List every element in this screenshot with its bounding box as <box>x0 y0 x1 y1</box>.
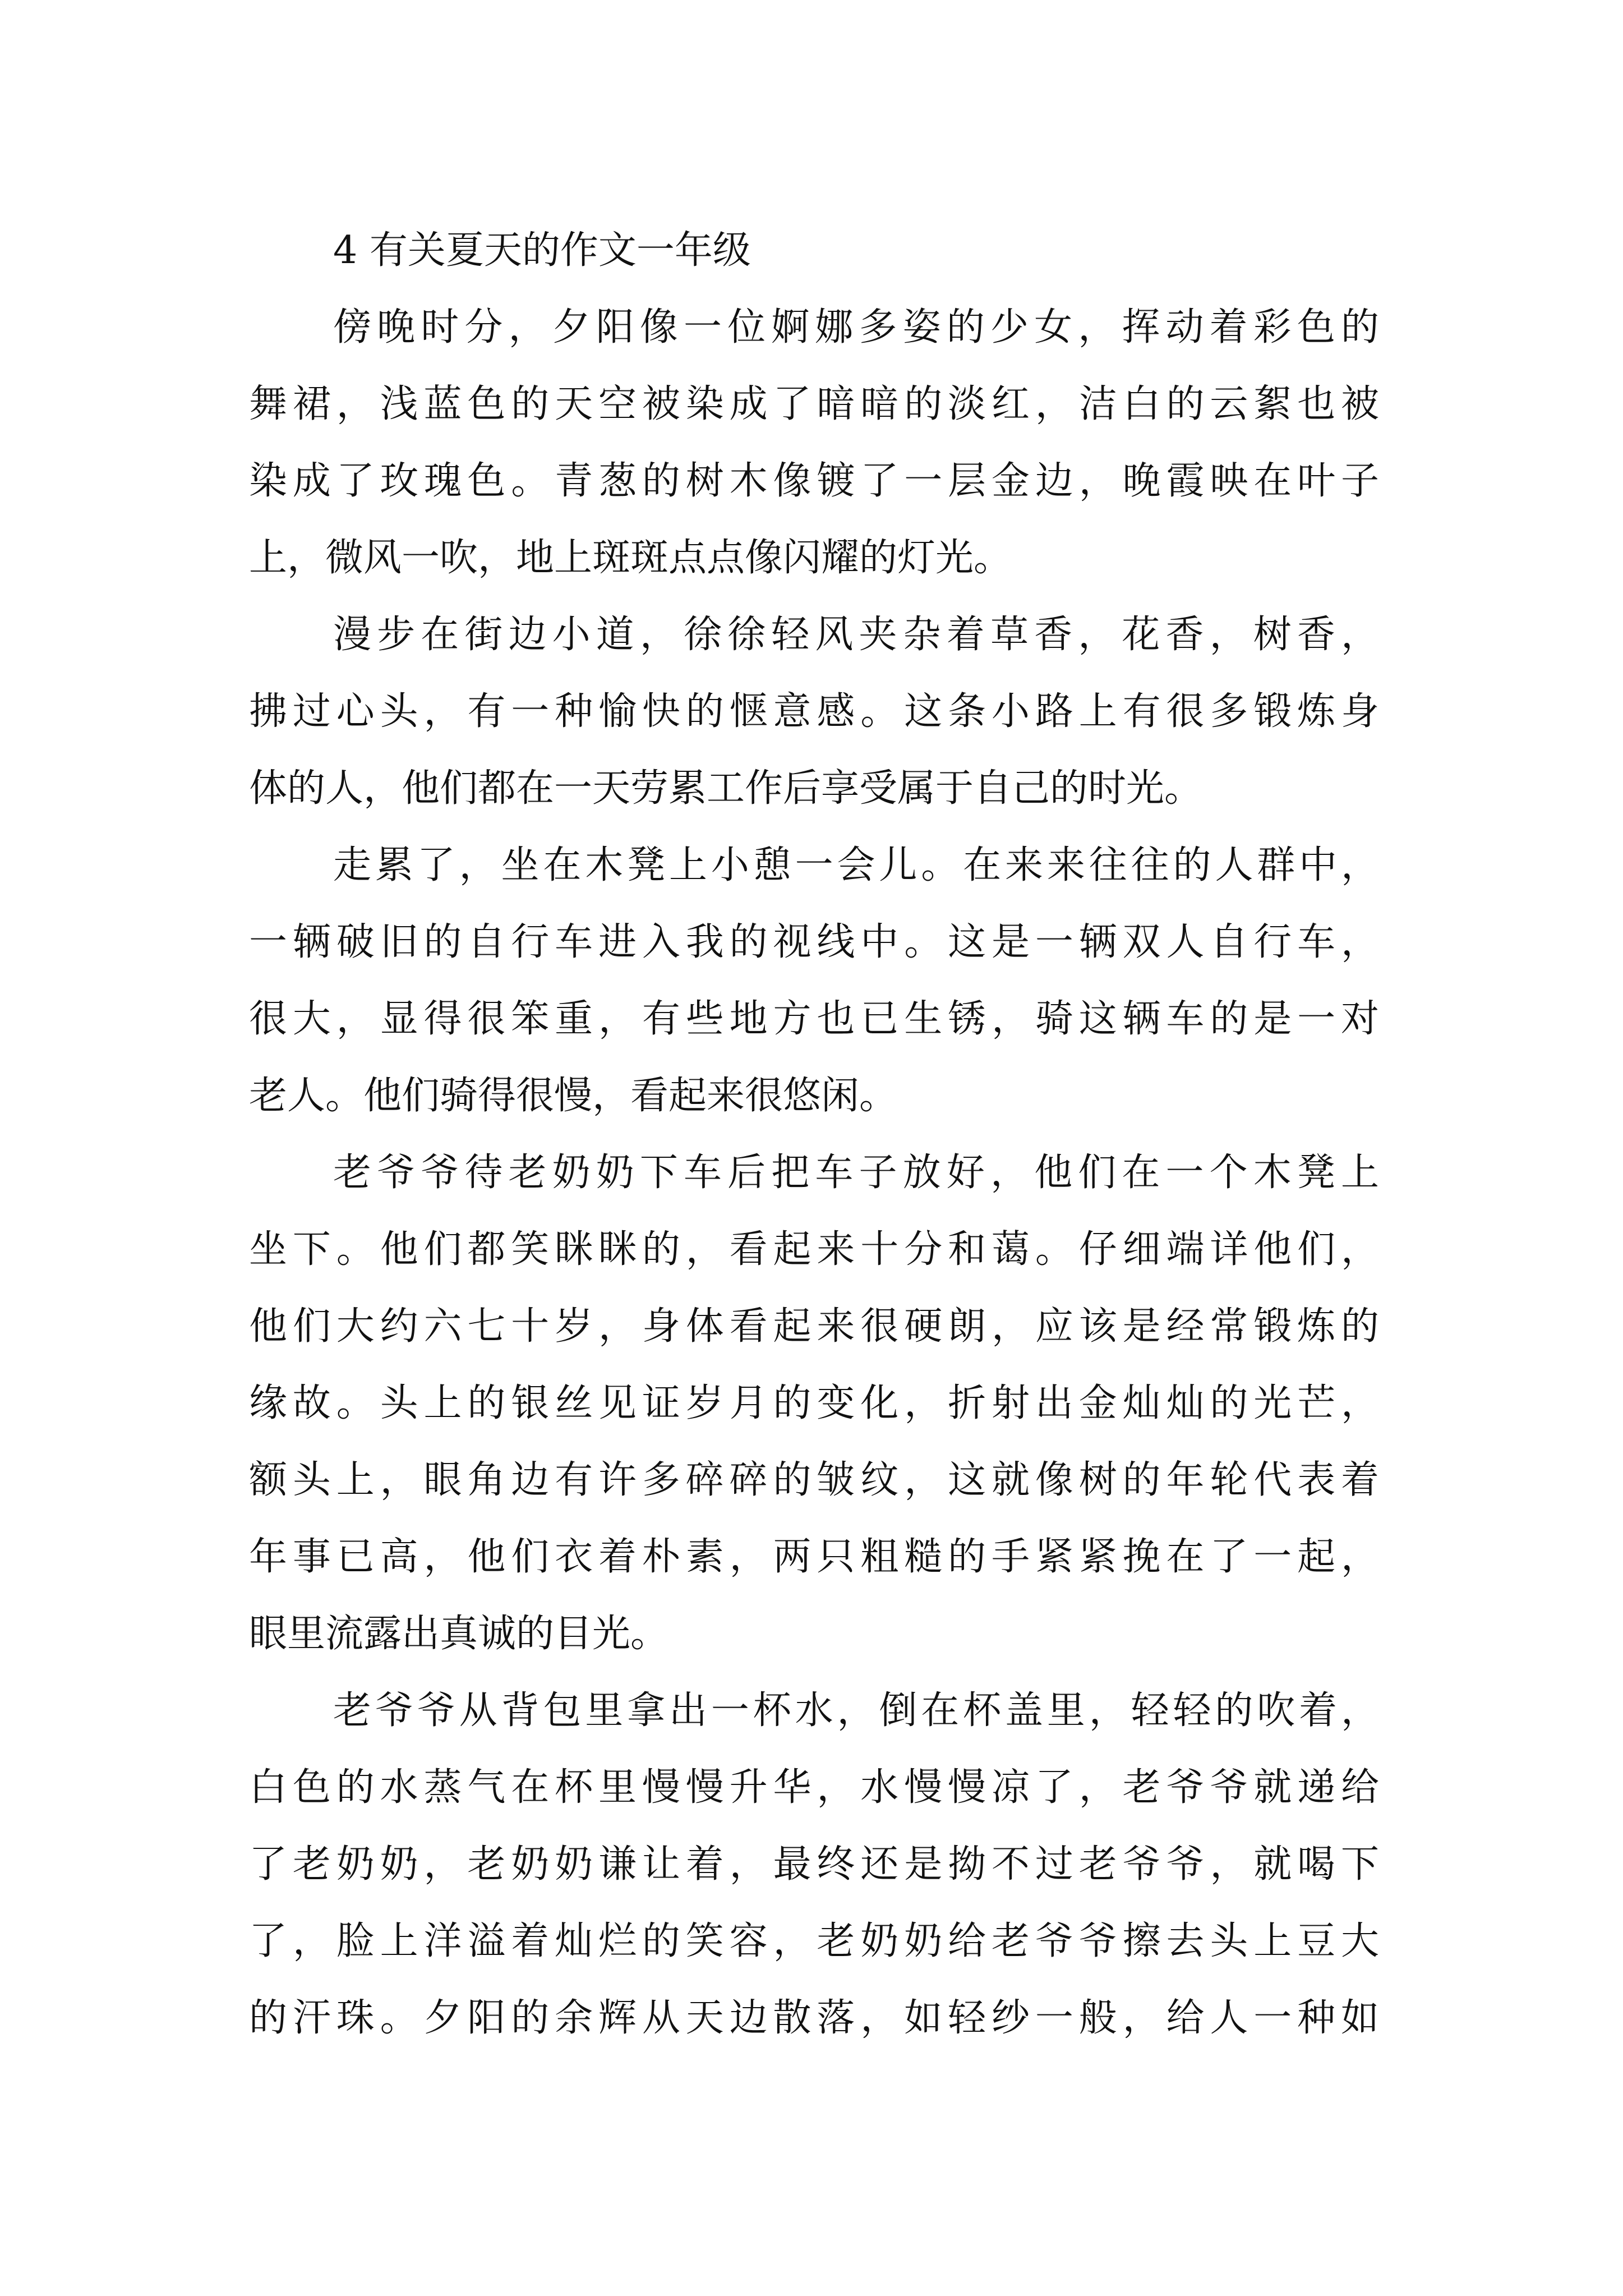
paragraph-line: 的汗珠。夕阳的余辉从天边散落，如轻纱一般，给人一种如 <box>249 1996 1379 2040</box>
essay-title: 4 有关夏天的作文一年级 <box>333 228 751 273</box>
paragraph-line: 缘故。头上的银丝见证岁月的变化，折射出金灿灿的光芒， <box>249 1381 1379 1425</box>
paragraph-3 <box>249 827 1379 1134</box>
paragraph-line: 年事已高，他们衣着朴素，两只粗糙的手紧紧挽在了一起， <box>249 1535 1379 1579</box>
paragraph-line: 了老奶奶，老奶奶谦让着，最终还是拗不过老爷爷，就喝下 <box>249 1842 1379 1887</box>
paragraph-5 <box>249 1672 1379 2056</box>
paragraph-line: 体的人，他们都在一天劳累工作后享受属于自己的时光。 <box>249 766 1203 811</box>
paragraph-line: 额头上，眼角边有许多碎碎的皱纹，这就像树的年轮代表着 <box>249 1458 1379 1502</box>
paragraph-line: 他们大约六七十岁，身体看起来很硬朗，应该是经常锻炼的 <box>249 1304 1379 1349</box>
paragraph-2 <box>249 596 1379 827</box>
paragraph-line: 老爷爷待老奶奶下车后把车子放好，他们在一个木凳上 <box>333 1151 1379 1195</box>
paragraph-line: 漫步在街边小道，徐徐轻风夹杂着草香，花香，树香， <box>333 613 1379 657</box>
paragraph-4 <box>249 1134 1379 1672</box>
paragraph-line: 坐下。他们都笑眯眯的，看起来十分和蔼。仔细端详他们， <box>249 1227 1379 1272</box>
paragraph-line: 眼里流露出真诚的目光。 <box>249 1612 669 1656</box>
paragraph-line: 老人。他们骑得很慢，看起来很悠闲。 <box>249 1074 898 1118</box>
paragraph-line: 走累了，坐在木凳上小憩一会儿。在来来往往的人群中， <box>333 843 1379 887</box>
paragraph-line: 舞裙，浅蓝色的天空被染成了暗暗的淡红，洁白的云絮也被 <box>249 382 1379 426</box>
paragraph-1 <box>249 289 1379 596</box>
paragraph-line: 一辆破旧的自行车进入我的视线中。这是一辆双人自行车， <box>249 920 1379 964</box>
paragraph-line: 了，脸上洋溢着灿烂的笑容，老奶奶给老爷爷擦去头上豆大 <box>249 1919 1379 1963</box>
paragraph-line: 很大，显得很笨重，有些地方也已生锈，骑这辆车的是一对 <box>249 997 1379 1041</box>
paragraph-line: 拂过心头，有一种愉快的惬意感。这条小路上有很多锻炼身 <box>249 689 1379 734</box>
document-body <box>249 212 1379 2056</box>
paragraph-line: 老爷爷从背包里拿出一杯水，倒在杯盖里，轻轻的吹着， <box>333 1688 1379 1733</box>
paragraph-line: 傍晚时分，夕阳像一位婀娜多姿的少女，挥动着彩色的 <box>333 305 1379 349</box>
paragraph-line: 白色的水蒸气在杯里慢慢升华，水慢慢凉了，老爷爷就递给 <box>249 1765 1379 1810</box>
paragraph-line: 染成了玫瑰色。青葱的树木像镀了一层金边，晚霞映在叶子 <box>249 459 1379 503</box>
paragraph-line: 上，微风一吹，地上斑斑点点像闪耀的灯光。 <box>249 536 1012 580</box>
